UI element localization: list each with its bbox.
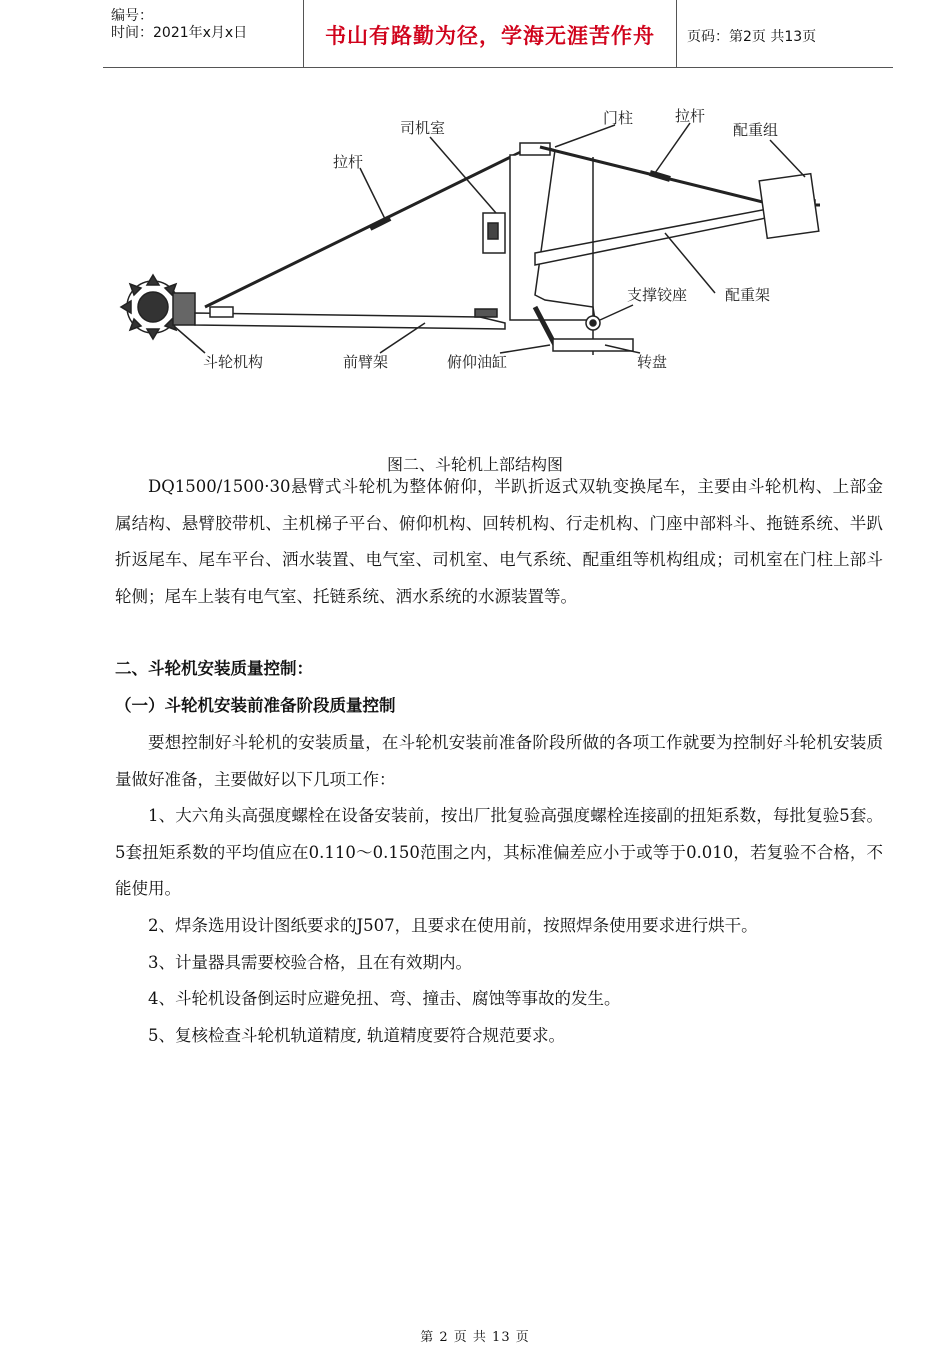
list-item: 1、大六角头高强度螺栓在设备安装前，按出厂批复验高强度螺栓连接副的扭矩系数，每批复验5套。5套扭矩系数的平均值应在0.110～0.150范围之内，其标准偏差应小于或等于0.010，若复验不合格，不能使用。: [115, 806, 883, 898]
label-tie-rod-left: 拉杆: [333, 153, 364, 171]
header-info-cell: [103, 0, 304, 67]
structure-figure: [115, 95, 835, 435]
label-tie-rod-right: 拉杆: [675, 107, 706, 125]
bucket-wheel-drawing: [121, 275, 195, 339]
list-item: 3、计量器具需要校验合格，且在有效期内。: [148, 953, 472, 972]
label-counterweight-frame: 配重架: [725, 286, 771, 304]
header-motto: 书山有路勤为径，学海无涯苦作舟: [325, 24, 655, 48]
section-title: 二、斗轮机安装质量控制：: [115, 659, 313, 678]
list-item: 5、复核检查斗轮机轨道精度, 轨道精度要符合规范要求。: [148, 1026, 565, 1045]
figure-caption: 图二、斗轮机上部结构图: [386, 455, 563, 474]
label-luffing-cylinder: 俯仰油缸: [447, 353, 508, 371]
label-column: 门柱: [603, 109, 634, 127]
label-bucket-wheel: 斗轮机构: [203, 353, 264, 371]
subsection-title: （一）斗轮机安装前准备阶段质量控制: [115, 696, 396, 715]
header-page-info: 页码：第2页 共13页: [687, 29, 817, 45]
list-item: 4、斗轮机设备倒运时应避免扭、弯、撞击、腐蚀等事故的发生。: [148, 989, 621, 1008]
header-motto-cell: [304, 0, 677, 67]
label-support-hinge: 支撑铰座: [627, 286, 688, 304]
time-label: 时间：2021年x月x日: [111, 25, 248, 41]
number-label: 编号：: [111, 8, 153, 24]
label-front-boom: 前臂架: [343, 353, 389, 371]
label-turntable: 转盘: [637, 353, 668, 371]
header-page-cell: [677, 0, 893, 67]
structure-drawing: [115, 95, 835, 435]
list-item: 2、焊条选用设计图纸要求的J507，且要求在使用前，按照焊条使用要求进行烘干。: [148, 916, 758, 935]
page-header: [103, 0, 893, 68]
page-footer: 第 2 页 共 13 页: [420, 1330, 530, 1345]
sub-intro-paragraph: 要想控制好斗轮机的安装质量，在斗轮机安装前准备阶段所做的各项工作就要为控制好斗轮机安装质量做好准备，主要做好以下几项工作：: [115, 733, 883, 789]
label-cab: 司机室: [400, 119, 446, 137]
label-counterweight: 配重组: [733, 121, 779, 139]
intro-paragraph: DQ1500/1500·30悬臂式斗轮机为整体俯仰，半趴折返式双轨变换尾车，主要由斗轮机构、上部金属结构、悬臂胶带机、主机梯子平台、俯仰机构、回转机构、行走机构、门座中部料斗、拖链系统、半趴折返尾车、尾车平台、洒水装置、电气室、司机室、电气系统、配重组等机构组成；司机室在门柱上部斗轮侧；尾车上装有电气室、托链系统、洒水系统的水源装置等。: [115, 477, 883, 606]
